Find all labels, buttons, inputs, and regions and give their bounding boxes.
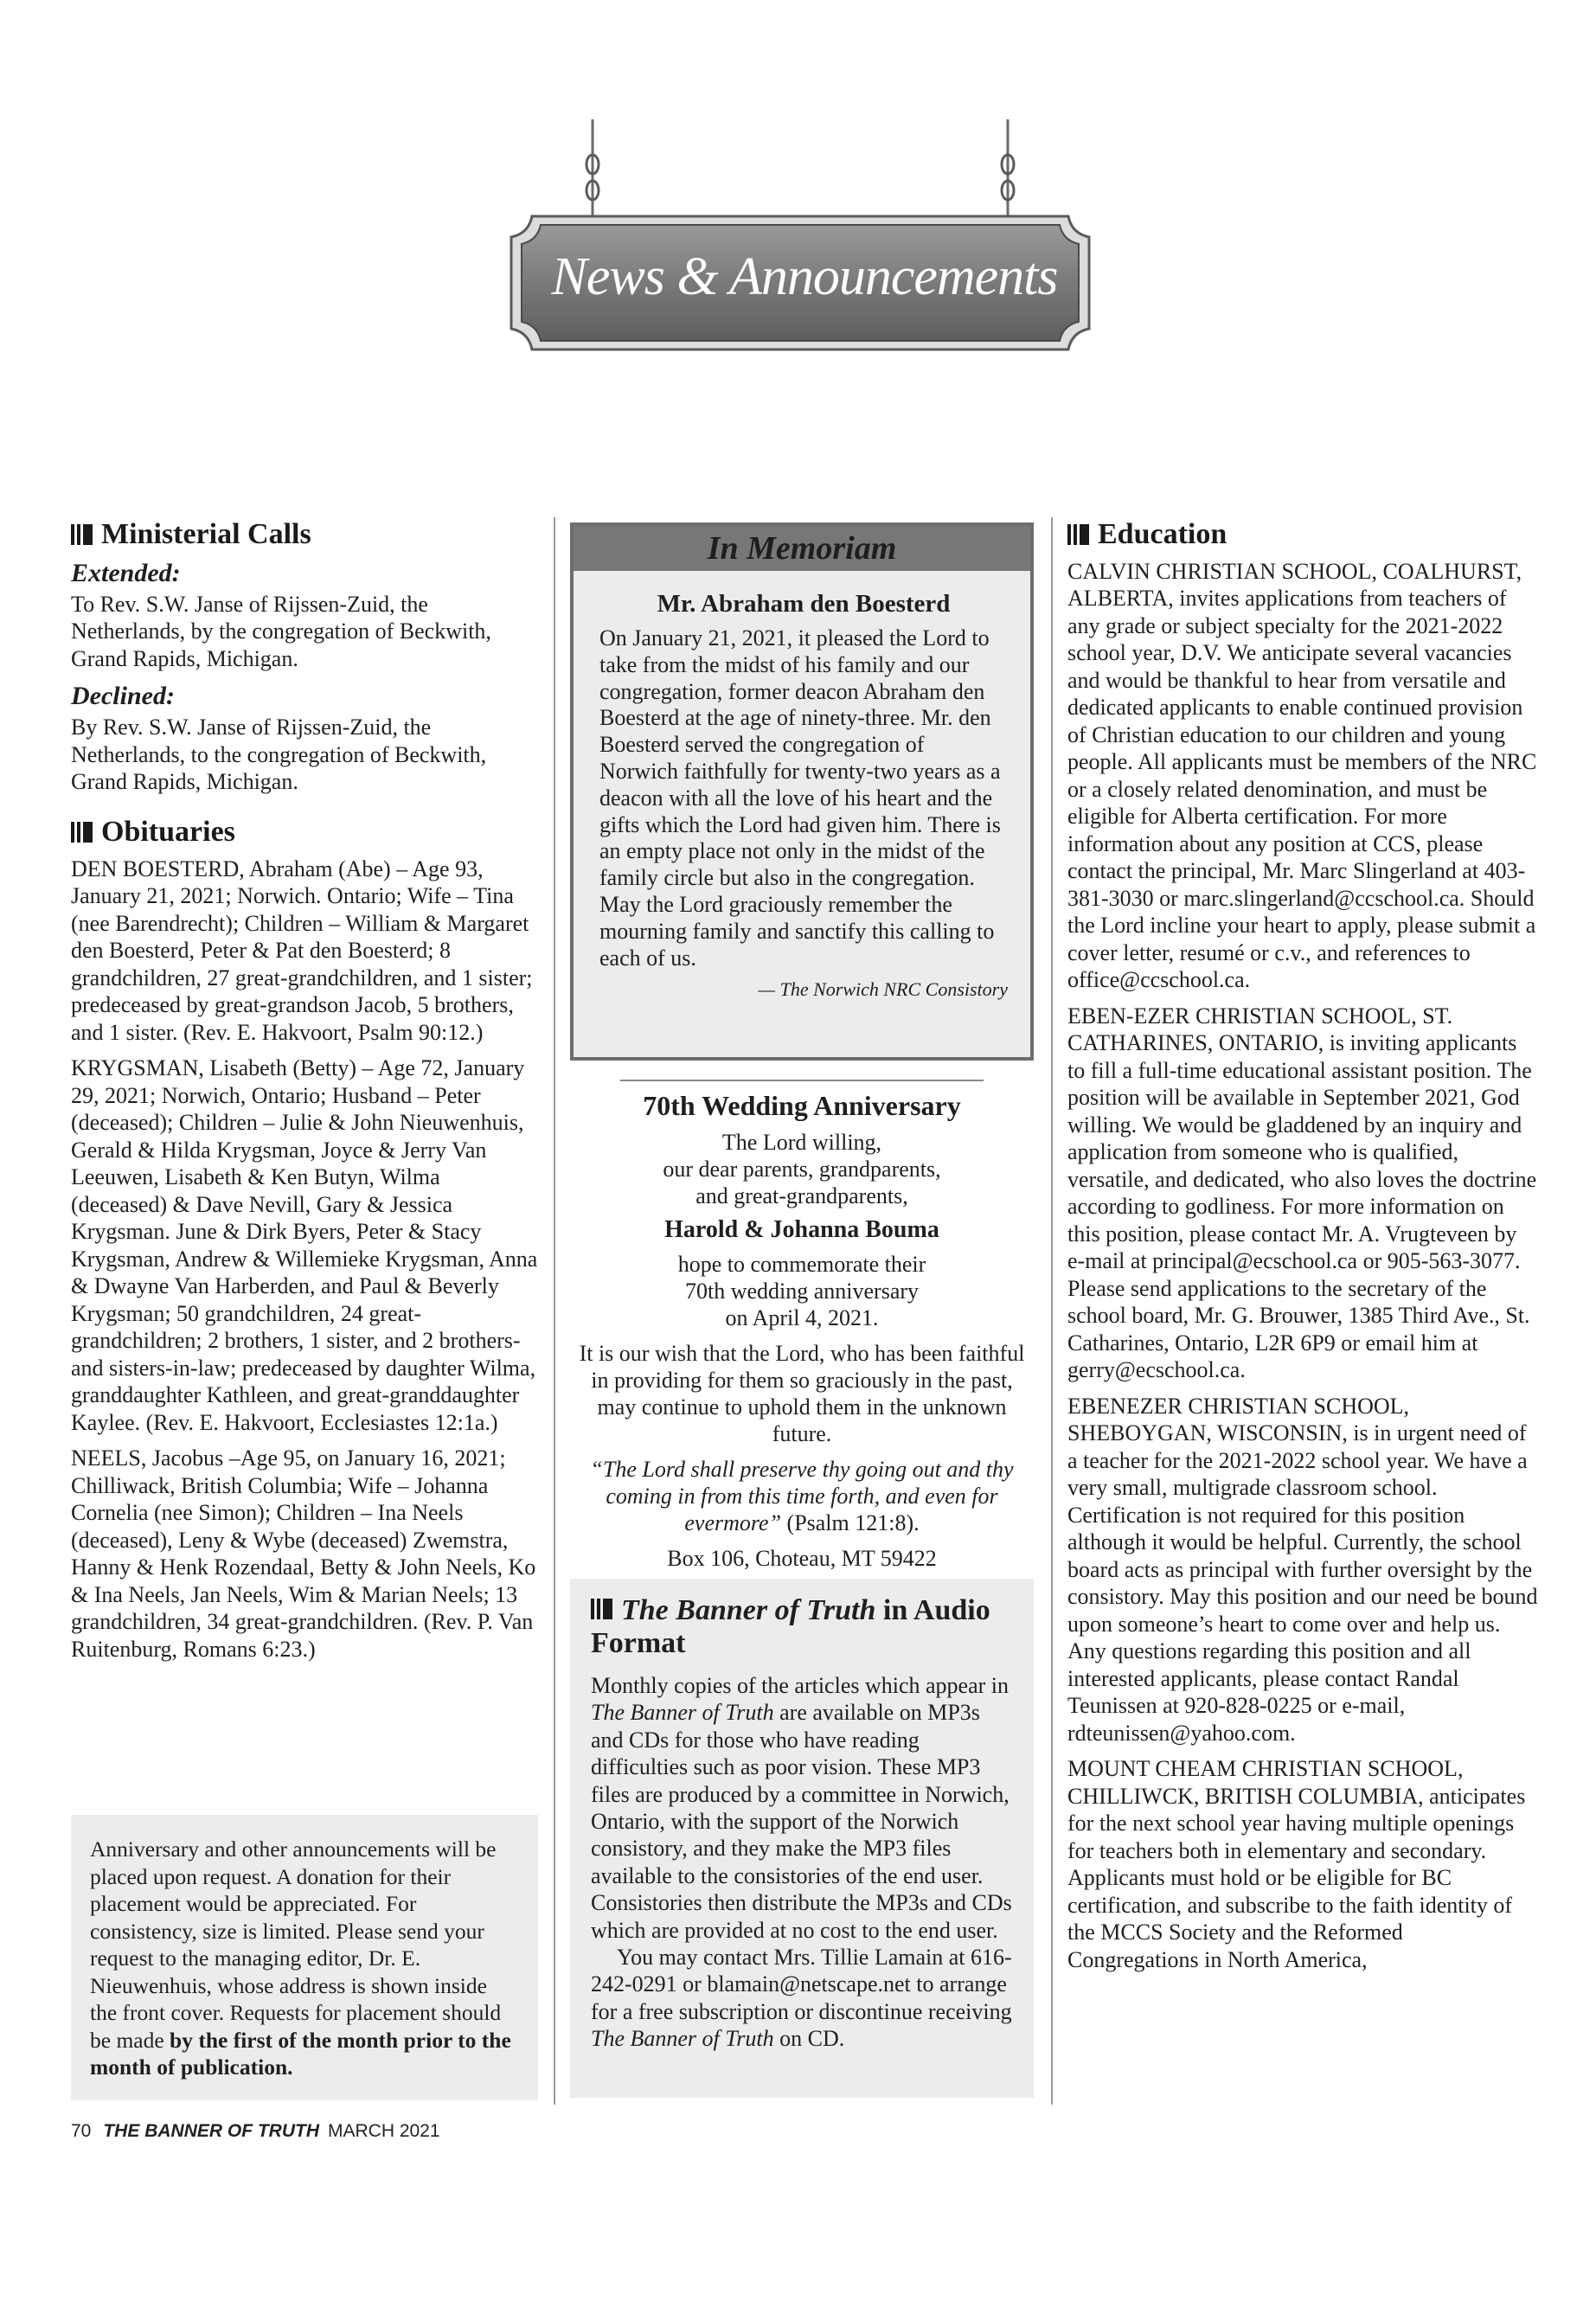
column-divider [554, 517, 555, 2105]
anniversary-intro-line: The Lord willing, [721, 1130, 882, 1155]
hanging-sign-graphic [480, 112, 1120, 372]
obituary-entry: DEN BOESTERD, Abraham (Abe) – Age 93, January 21, 2021; Norwich. Ontario; Wife – Tina (nee Barendrecht); Children – William & Margaret den Boesterd, Peter & Pat den Boesterd; 8 grandchildren, 27 great-grandchildren, and 1 sister; predeceased by great-grandson Jacob, 5 brothers, and 1 sister. (Rev. E. Hakvoort, Psalm 90:12.) [71, 856, 533, 1045]
in-memoriam-box [570, 522, 1034, 1061]
header-banner [0, 0, 1596, 381]
education-entry: CALVIN CHRISTIAN SCHOOL, COALHURST, ALBERTA, invites applications from teachers of any grade or subject specialty for the 2021-2022 school year, D.V. We anticipate several vacancies and would be thankful to hear from versatile and dedicated applicants to enable continued provision of Christian education to our children and young people. All applicants must be members of the NRC or a closely related denomination, and must be eligible for Alberta certification. For more information about any position at CCS, please contact the principal, Mr. Marc Slingerland at 403-381-3030 or marc.slingerland@ccschool.ca. Should the Lord incline your heart to apply, please submit a cover letter, resumé or c.v., and references to office@ccschool.ca. [1067, 558, 1537, 993]
anniversary-wish: It is our wish that the Lord, who has been faithful in providing for them so graciously in the past, may continue to uphold them in the unknown future. [579, 1341, 1025, 1446]
announcement-notice [71, 1815, 538, 2100]
publication-name: THE BANNER OF TRUTH [103, 2121, 320, 2141]
notice-deadline: by the first of the month prior to the month of publication. [90, 2027, 511, 2080]
section-bars-icon [71, 524, 93, 545]
page-title: News & Announcements [551, 247, 1058, 306]
education-entry: MOUNT CHEAM CHRISTIAN SCHOOL, CHILLIWCK, BRITISH COLUMBIA, anticipates for the next school year having multiple openings for teachers both in elementary and secondary. Applicants must hold or be eligible for BC certification, and subscribe to the faith identity of the MCCS Society and the Reformed Congregations in North America, [1067, 1756, 1526, 1972]
section-bars-icon [591, 1599, 612, 1619]
extended-label: Extended: [71, 558, 181, 587]
section-bars-icon [71, 822, 93, 843]
anniversary-detail-line: on April 4, 2021. [725, 1305, 879, 1330]
anniversary-verse: “The Lord shall preserve thy going out and thy coming in from this time forth, and even for evermore” [590, 1457, 1014, 1535]
education-heading: Education [1067, 517, 1539, 553]
right-column [1067, 517, 1539, 1982]
education-entry: EBEN-EZER CHRISTIAN SCHOOL, ST. CATHARINES, ONTARIO, is inviting applicants to fill a full-time educational assistant position. The position will be available in September 2021, God willing. We would be gladdened by an inquiry and application from someone who is qualified, versatile, and dedicated, who also loves the doctrine according to godliness. For more information on this position, please contact Mr. A. Vrugteveen by e-mail at principal@ecschool.ca or 905-563-3077. Please send applications to the secretary of the school board, Mr. G. Brouwer, 1385 Third Ave., St. Catharines, Ontario, L2R 6P9 or email him at gerry@ecschool.ca. [1067, 1003, 1537, 1383]
anniversary-couple: Harold & Johanna Bouma [664, 1216, 939, 1243]
section-bars-icon [1067, 524, 1089, 545]
audio-heading: The Banner of Truth in Audio Format [591, 1594, 990, 1659]
memoriam-text: On January 21, 2021, it pleased the Lord to take from the midst of his family and our congregation, former deacon Abraham den Boesterd at the age of ninety-three. Mr. den Boesterd served the congregation of Norwich faithfully for twenty-two years as a deacon with all the love of his heart and the gifts which the Lord had given him. There is an empty place not only in the midst of the family circle but also in the congregation. May the Lord graciously remember the mourning family and sanctify this calling to each of us. [599, 625, 1001, 971]
declined-label: Declined: [71, 682, 175, 711]
anniversary-heading: 70th Wedding Anniversary [643, 1090, 961, 1121]
audio-paragraph: Monthly copies of the articles which appear in The Banner of Truth are available on MP3s and CDs for those who have reading difficulties such as poor vision. These MP3 files are produced by a committee in Norwich, Ontario, with the support of the Norwich consistory, and they make the MP3 files available to the consistories of the end user. Consistories then distribute the MP3s and CDs which are provided at no cost to the end user. [591, 1673, 1012, 1943]
anniversary-detail-line: 70th wedding anniversary [684, 1279, 920, 1304]
page-footer [71, 2121, 440, 2142]
divider [620, 1080, 984, 1081]
extended-text: To Rev. S.W. Janse of Rijssen-Zuid, the Netherlands, by the congregation of Beckwith, Grand Rapids, Michigan. [71, 591, 491, 671]
page-number: 70 [71, 2121, 92, 2141]
declined-text: By Rev. S.W. Janse of Rijssen-Zuid, the Netherlands, to the congregation of Beckwith, Grand Rapids, Michigan. [71, 715, 487, 795]
column-divider [1051, 517, 1053, 2105]
left-column [71, 517, 538, 1671]
obituary-entry: KRYGSMAN, Lisabeth (Betty) – Age 72, January 29, 2021; Norwich, Ontario; Husband – Peter (deceased); Children – Julie & John Nieuwenhuis, Gerald & Hilda Krygsman, Joyce & Jerry Van Leeuwen, Lisabeth & Ken Butyn, Wilma (deceased) & Dave Nevill, Gary & Jessica Krygsman. June & Dirk Byers, Peter & Stacy Krygsman, Andrew & Willemieke Krygsman, Anna & Dwayne Van Harberden, and Paul & Beverly Krygsman; 50 grandchildren, 24 great-grandchildren; 2 brothers, 1 sister, and 2 brothers- and sisters-in-law; predeceased by daughter Wilma, granddaughter Kathleen, and great-granddaughter Kaylee. (Rev. E. Hakvoort, Ecclesiastes 12:1a.) [71, 1055, 538, 1435]
anniversary-intro-line: our dear parents, grandparents, [663, 1157, 941, 1182]
obituaries-heading: Obituaries [71, 815, 538, 850]
audio-format-box [570, 1579, 1034, 2098]
obituary-entry: NEELS, Jacobus –Age 95, on January 16, 2021; Chilliwack, British Columbia; Wife – Johanna Cornelia (nee Simon); Children – Ina Neels (deceased), Leny & Wybe (deceased) Zwemstra, Hanny & Henk Rozendaal, Betty & John Neels, Ko & Ina Neels, Jan Neels, Wim & Marian Neels; 13 grandchildren, 34 great-grandchildren. (Rev. P. Van Ruitenburg, Romans 6:23.) [71, 1445, 536, 1662]
anniversary-detail-line: hope to commemorate their [677, 1252, 926, 1277]
issue-date: MARCH 2021 [328, 2121, 440, 2141]
audio-contact-paragraph: You may contact Mrs. Tillie Lamain at 616-242-0291 or blamain@netscape.net to arrange for a free subscription or discontinue receiving The Banner of Truth on CD. [591, 1945, 1012, 2052]
memoriam-name: Mr. Abraham den Boesterd [657, 590, 951, 618]
anniversary-address: Box 106, Choteau, MT 59422 [667, 1546, 937, 1571]
verse-reference: (Psalm 121:8). [781, 1510, 920, 1535]
anniversary-verse-block [570, 1456, 1034, 1536]
wedding-anniversary [570, 1080, 1034, 1572]
memoriam-signature: — The Norwich NRC Consistory [758, 978, 1008, 1001]
ministerial-calls-heading: Ministerial Calls [71, 517, 538, 553]
in-memoriam-heading: In Memoriam [574, 526, 1030, 571]
anniversary-intro-line: and great-grandparents, [695, 1183, 908, 1208]
notice-text: Anniversary and other announcements will be placed upon request. A donation for their placement would be appreciated. For consistency, size is limited. Please send your request to the managing editor, Dr. E. Nieuwenhuis, whose address is shown inside the front cover. Requests for placement should be made [90, 1836, 502, 2053]
education-entry: EBENEZER CHRISTIAN SCHOOL, SHEBOYGAN, WISCONSIN, is in urgent need of a teacher for the 2021-2022 school year. We have a very small, multigrade classroom school. Certification is not required for this position although it would be helpful. Currently, the school board acts as principal with further oversight by the consistory. May this position and our need be bound upon someone’s heart to come over and help us. Any questions regarding this position and all interested applicants, please contact Randal Teunissen at 920-828-0225 or e-mail, rdteunissen@yahoo.com. [1067, 1393, 1538, 1746]
